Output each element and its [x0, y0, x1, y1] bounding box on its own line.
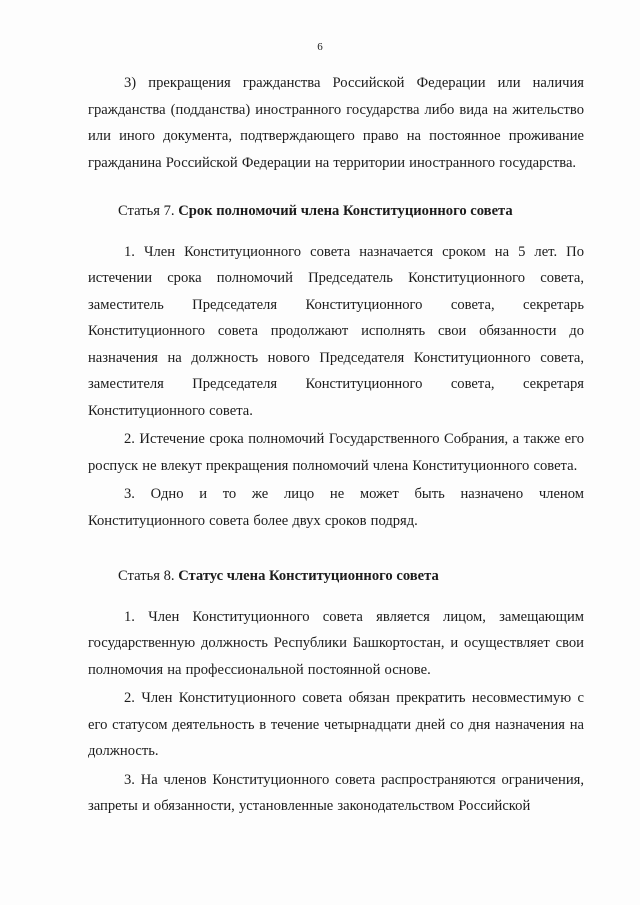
article-7-heading — [88, 198, 584, 225]
article-7-prefix: Статья 7. — [118, 203, 175, 219]
paragraph-citizenship-clause: 3) прекращения гражданства Российской Федерации или наличия гражданства (подданства) иностранного государства либо вида на жительство или иного документа, подтверждающего право на постоянное проживание гражданина Российской Федерации на территории иностранного государства. — [88, 75, 584, 171]
article-8-paragraph-1: 1. Член Конституционного совета является лицом, замещающим государственную должность Республики Башкортостан, и осуществляет свои полномочия на профессиональной постоянной основе. — [88, 608, 584, 678]
article-8-prefix: Статья 8. — [118, 568, 175, 584]
article-7-paragraph-2: 2. Истечение срока полномочий Государственного Собрания, а также его роспуск не влекут прекращения полномочий члена Конституционного совета. — [88, 431, 584, 474]
article-7-title: Срок полномочий члена Конституционного совета — [178, 203, 513, 219]
article-8-paragraph-3: 3. На членов Конституционного совета распространяются ограничения, запреты и обязанности, установленные законодательством Российской — [88, 771, 584, 814]
article-8-paragraph-2: 2. Член Конституционного совета обязан прекратить несовместимую с его статусом деятельность в течение четырнадцати дней со дня назначения на должность. — [88, 690, 584, 759]
article-8-heading — [88, 563, 584, 590]
document-body — [88, 70, 584, 820]
article-7-paragraph-1: 1. Член Конституционного совета назначается сроком на 5 лет. По истечении срока полномочий Председатель Конституционного совета, заместитель Председателя Конституционного совета, секретарь Конституционного совета продолжают исполнять свои обязанности до назначения на должность нового Председателя Конституционного совета, заместителя Председателя Конституционного совета, секретаря Конституционного совета. — [88, 243, 584, 419]
page-number: 6 — [317, 41, 323, 53]
article-7-paragraph-3: 3. Одно и то же лицо не может быть назначено членом Конституционного совета более двух сроков подряд. — [88, 486, 584, 529]
article-8-title: Статус члена Конституционного совета — [178, 568, 439, 584]
